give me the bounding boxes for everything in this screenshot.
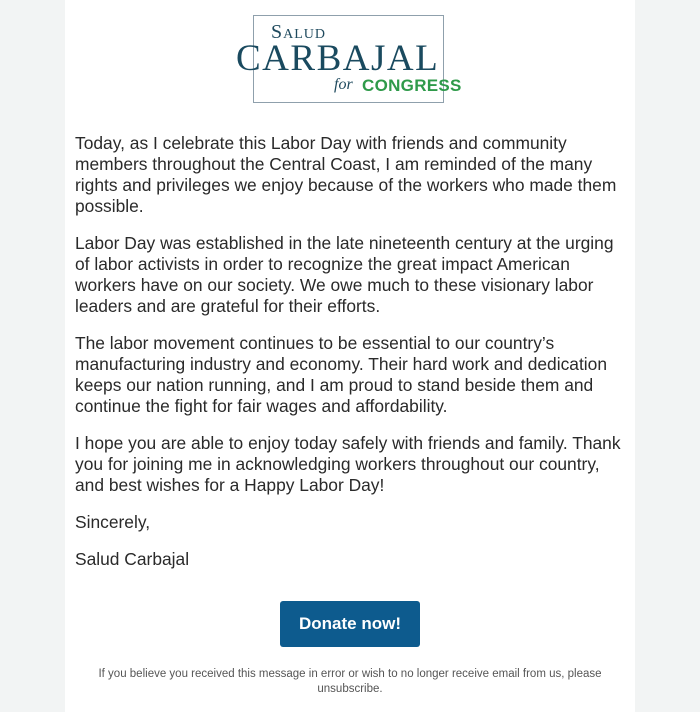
logo-for: for (334, 76, 353, 93)
logo-congress: CONGRESS (362, 76, 462, 95)
donate-button[interactable]: Donate now! (280, 601, 420, 647)
closing: Sincerely, (75, 512, 151, 532)
campaign-logo (236, 15, 462, 103)
letter-body (75, 133, 627, 586)
unsubscribe-link[interactable]: unsubscribe. (317, 683, 383, 695)
paragraph: I hope you are able to enjoy today safely with friends and family. Thank you for joining me in acknowledging workers throughout our country, and best wishes for a Happy Labor Day! (75, 433, 621, 495)
email-body (65, 0, 635, 712)
footer-note (85, 667, 615, 697)
footer-text: If you believe you received this message in error or wish to no longer receive email from us, please (98, 668, 602, 680)
paragraph: Today, as I celebrate this Labor Day with friends and community members throughout the Central Coast, I am reminded of the many rights and privileges we enjoy because of the workers who made them possible. (75, 133, 617, 216)
signature: Salud Carbajal (75, 549, 190, 569)
logo-first-name: Salud (271, 21, 327, 43)
logo-last-name: CARBAJAL (236, 38, 440, 79)
paragraph: The labor movement continues to be essential to our country’s manufacturing industry and economy. Their hard work and dedication keeps our nation running, and I am proud to stand beside them and continue the fight for fair wages and affordability. (75, 333, 608, 416)
paragraph: Labor Day was established in the late nineteenth century at the urging of labor activists in order to recognize the great impact American workers have on our society. We owe much to these visionary labor leaders and are grateful for their efforts. (75, 233, 614, 316)
